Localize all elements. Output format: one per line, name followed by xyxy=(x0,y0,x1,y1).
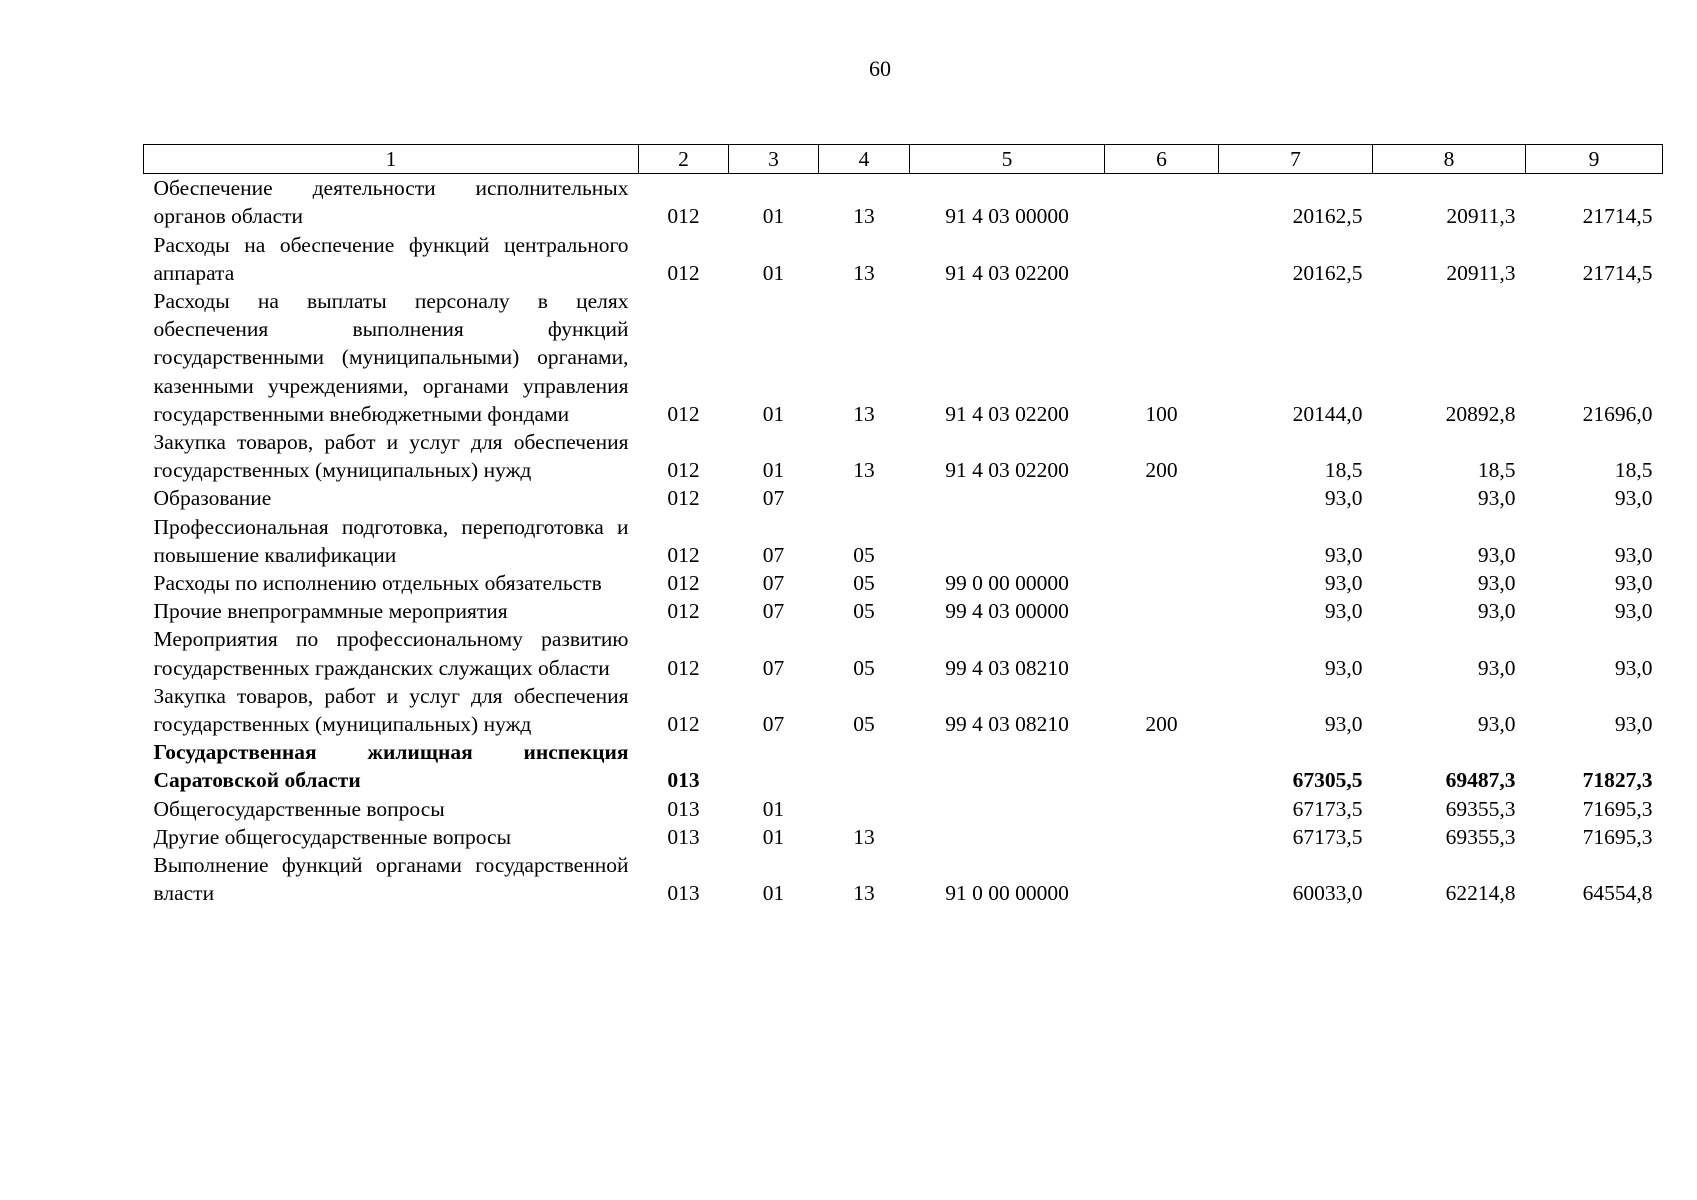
row-amount-col8: 93,0 xyxy=(1477,486,1516,511)
row-target-article: 91 0 00 00000 xyxy=(945,881,1069,906)
table-row xyxy=(144,823,1663,851)
table-row xyxy=(144,231,1663,287)
row-name: Образование xyxy=(153,486,272,511)
row-admin-code: 013 xyxy=(667,881,700,906)
row-amount-col7: 93,0 xyxy=(1324,486,1363,511)
table-row xyxy=(144,682,1663,738)
row-expense-type xyxy=(1105,484,1219,512)
row-expense-type: 100 xyxy=(1145,401,1178,426)
row-subsection: 05 xyxy=(853,599,875,624)
row-target-article: 91 4 03 00000 xyxy=(945,204,1069,229)
row-section: 07 xyxy=(762,655,785,680)
row-expense-type xyxy=(1105,795,1219,823)
table-row xyxy=(144,513,1663,569)
row-section: 07 xyxy=(762,712,785,737)
row-target-article: 99 0 00 00000 xyxy=(945,571,1069,596)
table-row xyxy=(144,484,1663,512)
table-row xyxy=(144,795,1663,823)
header-cell: 9 xyxy=(1526,145,1663,174)
row-expense-type: 200 xyxy=(1145,458,1178,483)
row-target-article: 91 4 03 02200 xyxy=(945,401,1069,426)
row-subsection: 05 xyxy=(853,655,875,680)
row-amount-col7: 20162,5 xyxy=(1292,260,1363,285)
row-target-article xyxy=(910,823,1105,851)
row-admin-code: 012 xyxy=(667,542,700,567)
header-cell: 4 xyxy=(819,145,910,174)
row-amount-col9: 18,5 xyxy=(1614,458,1653,483)
row-target-article: 99 4 03 08210 xyxy=(945,655,1069,680)
row-name: Закупка товаров, работ и услуг для обеспечения государственных (муниципальных) нужд xyxy=(153,430,629,483)
row-target-article xyxy=(910,738,1105,794)
row-subsection: 05 xyxy=(853,571,875,596)
row-amount-col7: 93,0 xyxy=(1324,599,1363,624)
row-subsection: 13 xyxy=(853,204,875,229)
row-amount-col7: 93,0 xyxy=(1324,571,1363,596)
row-amount-col7: 20162,5 xyxy=(1292,204,1363,229)
row-expense-type xyxy=(1105,513,1219,569)
row-amount-col9: 93,0 xyxy=(1614,571,1653,596)
row-name: Расходы на выплаты персоналу в целях обеспечения выполнения функций государственными (муниципальными) органами, казенными учреждениями, органами управления государственными внебюджетными фондами xyxy=(153,289,629,426)
row-admin-code: 012 xyxy=(667,571,700,596)
row-expense-type xyxy=(1105,823,1219,851)
row-amount-col8: 93,0 xyxy=(1477,712,1516,737)
row-amount-col9: 21714,5 xyxy=(1582,260,1653,285)
header-cell: 7 xyxy=(1219,145,1373,174)
row-section: 01 xyxy=(762,881,785,906)
row-admin-code: 013 xyxy=(667,824,700,849)
table-row xyxy=(144,851,1663,907)
row-amount-col8: 69355,3 xyxy=(1445,824,1516,849)
row-amount-col9: 71827,3 xyxy=(1582,768,1653,793)
row-name: Расходы на обеспечение функций центрального аппарата xyxy=(153,232,629,285)
row-section: 01 xyxy=(762,796,785,821)
row-target-article: 99 4 03 00000 xyxy=(945,599,1069,624)
row-name: Профессиональная подготовка, переподготовка и повышение квалификации xyxy=(153,514,629,567)
row-amount-col9: 93,0 xyxy=(1614,542,1653,567)
row-amount-col7: 18,5 xyxy=(1324,458,1363,483)
row-amount-col7: 20144,0 xyxy=(1292,401,1363,426)
row-target-article: 91 4 03 02200 xyxy=(945,260,1069,285)
header-cell: 1 xyxy=(144,145,639,174)
table-row xyxy=(144,287,1663,428)
row-subsection xyxy=(819,795,910,823)
header-cell: 2 xyxy=(639,145,729,174)
page-number: 60 xyxy=(869,56,891,81)
row-admin-code: 012 xyxy=(667,204,700,229)
table-row xyxy=(144,597,1663,625)
row-amount-col7: 93,0 xyxy=(1324,655,1363,680)
row-name: Расходы по исполнению отдельных обязательств xyxy=(153,571,602,596)
row-name: Закупка товаров, работ и услуг для обеспечения государственных (муниципальных) нужд xyxy=(153,683,629,737)
row-amount-col9: 21714,5 xyxy=(1582,204,1653,229)
row-name: Выполнение функций органами государственной власти xyxy=(153,853,629,906)
row-admin-code: 012 xyxy=(667,712,700,737)
row-amount-col7: 67173,5 xyxy=(1292,824,1363,849)
row-section: 07 xyxy=(762,486,785,511)
table-row xyxy=(144,625,1663,681)
row-expense-type xyxy=(1105,738,1219,794)
row-expense-type xyxy=(1105,231,1219,287)
row-name: Общегосударственные вопросы xyxy=(153,796,445,821)
header-cell: 8 xyxy=(1373,145,1526,174)
row-expense-type xyxy=(1105,851,1219,907)
row-amount-col9: 71695,3 xyxy=(1582,796,1653,821)
row-admin-code: 012 xyxy=(667,655,700,680)
row-expense-type xyxy=(1105,597,1219,625)
row-amount-col8: 62214,8 xyxy=(1445,881,1516,906)
row-name: Обеспечение деятельности исполнительных органов области xyxy=(153,176,629,229)
row-amount-col8: 93,0 xyxy=(1477,542,1516,567)
row-name: Другие общегосударственные вопросы xyxy=(153,824,512,849)
row-section: 01 xyxy=(762,260,785,285)
row-amount-col7: 67173,5 xyxy=(1292,796,1363,821)
row-subsection: 13 xyxy=(853,260,875,285)
row-target-article: 99 4 03 08210 xyxy=(945,712,1069,737)
row-amount-col8: 69487,3 xyxy=(1445,768,1516,793)
row-amount-col7: 93,0 xyxy=(1324,542,1363,567)
row-admin-code: 013 xyxy=(667,796,700,821)
header-cell: 3 xyxy=(729,145,819,174)
row-amount-col8: 93,0 xyxy=(1477,655,1516,680)
table-row xyxy=(144,738,1663,794)
row-amount-col9: 93,0 xyxy=(1614,599,1653,624)
row-name: Государственная жилищная инспекция Саратовской области xyxy=(153,740,629,793)
row-name: Мероприятия по профессиональному развитию государственных гражданских служащих области xyxy=(153,627,629,680)
row-section: 07 xyxy=(762,542,785,567)
row-section: 01 xyxy=(762,458,785,483)
row-amount-col8: 20911,3 xyxy=(1446,204,1516,229)
row-amount-col7: 67305,5 xyxy=(1292,768,1363,793)
row-amount-col9: 21696,0 xyxy=(1582,401,1653,426)
row-amount-col9: 64554,8 xyxy=(1582,881,1653,906)
row-admin-code: 012 xyxy=(667,486,700,511)
table-row xyxy=(144,569,1663,597)
row-amount-col9: 93,0 xyxy=(1614,655,1653,680)
row-section xyxy=(729,738,819,794)
row-subsection xyxy=(819,738,910,794)
row-subsection: 05 xyxy=(853,712,875,737)
row-subsection: 13 xyxy=(853,458,875,483)
row-target-article xyxy=(910,795,1105,823)
row-expense-type: 200 xyxy=(1145,712,1178,737)
row-subsection: 13 xyxy=(853,401,875,426)
row-amount-col8: 93,0 xyxy=(1477,599,1516,624)
row-expense-type xyxy=(1105,625,1219,681)
row-subsection xyxy=(819,484,910,512)
budget-table xyxy=(143,144,1663,907)
row-subsection: 05 xyxy=(853,542,875,567)
header-row xyxy=(144,145,1663,174)
row-admin-code: 013 xyxy=(667,768,700,793)
row-amount-col7: 60033,0 xyxy=(1292,881,1363,906)
row-admin-code: 012 xyxy=(667,458,700,483)
row-amount-col9: 71695,3 xyxy=(1582,824,1653,849)
row-expense-type xyxy=(1105,569,1219,597)
row-admin-code: 012 xyxy=(667,599,700,624)
header-cell: 6 xyxy=(1105,145,1219,174)
row-section: 07 xyxy=(762,599,785,624)
row-admin-code: 012 xyxy=(667,260,700,285)
row-subsection: 13 xyxy=(853,881,875,906)
row-amount-col9: 93,0 xyxy=(1614,486,1653,511)
row-section: 01 xyxy=(762,204,785,229)
row-amount-col8: 93,0 xyxy=(1477,571,1516,596)
header-cell: 5 xyxy=(910,145,1105,174)
row-section: 07 xyxy=(762,571,785,596)
table-row xyxy=(144,428,1663,484)
row-section: 01 xyxy=(762,824,785,849)
row-name: Прочие внепрограммные мероприятия xyxy=(153,599,508,624)
row-subsection: 13 xyxy=(853,824,875,849)
row-amount-col9: 93,0 xyxy=(1614,712,1653,737)
row-amount-col7: 93,0 xyxy=(1324,712,1363,737)
row-amount-col8: 69355,3 xyxy=(1445,796,1516,821)
row-section: 01 xyxy=(762,401,785,426)
row-expense-type xyxy=(1105,174,1219,231)
row-target-article xyxy=(910,484,1105,512)
row-target-article xyxy=(910,513,1105,569)
table-row xyxy=(144,174,1663,231)
row-admin-code: 012 xyxy=(667,401,700,426)
row-target-article: 91 4 03 02200 xyxy=(945,458,1069,483)
row-amount-col8: 20911,3 xyxy=(1446,260,1516,285)
row-amount-col8: 20892,8 xyxy=(1445,401,1516,426)
row-amount-col8: 18,5 xyxy=(1477,458,1516,483)
